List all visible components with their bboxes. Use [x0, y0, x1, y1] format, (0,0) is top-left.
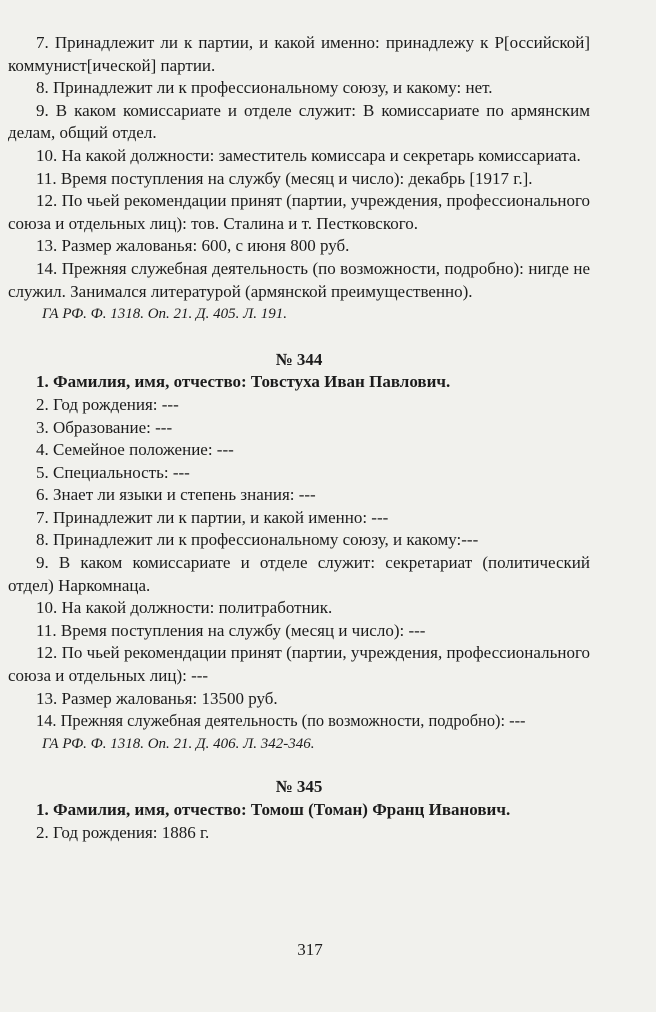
section-spacer — [8, 755, 590, 776]
item-11: 11. Время поступления на службу (месяц и число): --- — [36, 620, 426, 640]
item-4: 4. Семейное положение: --- — [36, 440, 234, 460]
item-2: 2. Год рождения: --- — [36, 394, 179, 414]
item-12: 12. По чьей рекомендации принят (партии, учреждения, профессионального союза и отдельных лиц): тов. Сталина и т. Пестковского. — [8, 191, 590, 233]
item-10: 10. На какой должности: политработник. — [36, 598, 333, 618]
archive-source: ГА РФ. Ф. 1318. Оп. 21. Д. 405. Л. 191. — [42, 306, 287, 323]
item-14: 14. Прежняя служебная деятельность (по возможности, подробно): --- — [36, 711, 526, 731]
item-3: 3. Образование: --- — [36, 417, 173, 437]
item-13: 13. Размер жалованья: 600, с июня 800 руб. — [36, 236, 350, 256]
item-7: 7. Принадлежит ли к партии, и какой именно: --- — [36, 507, 389, 527]
document-number: № 344 — [275, 349, 323, 369]
item-8: 8. Принадлежит ли к профессиональному союзу, и какому: нет. — [36, 78, 493, 98]
name-line: 1. Фамилия, имя, отчество: Томош (Томан) Франц Иванович. — [36, 800, 511, 819]
item-7: 7. Принадлежит ли к партии, и какой именно: принадлежу к Р[оссийской] коммунист[ической] партии. — [8, 33, 590, 75]
item-6: 6. Знает ли языки и степень знания: --- — [36, 485, 316, 505]
item-9: 9. В каком комиссариате и отделе служит: В комиссариате по армянским делам, общий отдел. — [8, 100, 590, 143]
item-5: 5. Специальность: --- — [36, 462, 190, 482]
name-line: 1. Фамилия, имя, отчество: Товстуха Иван Павлович. — [36, 372, 451, 392]
item-14: 14. Прежняя служебная деятельность (по возможности, подробно): нигде не служил. Занимался литературой (армянской преимущественно). — [8, 258, 590, 301]
item-11: 11. Время поступления на службу (месяц и число): декабрь [1917 г.]. — [36, 168, 533, 188]
item-9: 9. В каком комиссариате и отделе служит: секретариат (политический отдел) Наркомнаца. — [8, 553, 590, 595]
archive-source: ГА РФ. Ф. 1318. Оп. 21. Д. 406. Л. 342-346. — [42, 735, 315, 752]
document-number: № 345 — [275, 777, 323, 797]
item-12: 12. По чьей рекомендации принят (партии, учреждения, профессионального союза и отдельных лиц): --- — [8, 643, 590, 686]
section-spacer — [8, 326, 590, 349]
item-2: 2. Год рождения: 1886 г. — [36, 822, 210, 842]
page-number: 317 — [297, 940, 323, 959]
item-8: 8. Принадлежит ли к профессиональному союзу, и какому:--- — [36, 530, 479, 550]
page-body — [8, 32, 590, 844]
item-10: 10. На какой должности: заместитель комиссара и секретарь комиссариата. — [36, 145, 581, 165]
item-13: 13. Размер жалованья: 13500 руб. — [36, 688, 278, 708]
